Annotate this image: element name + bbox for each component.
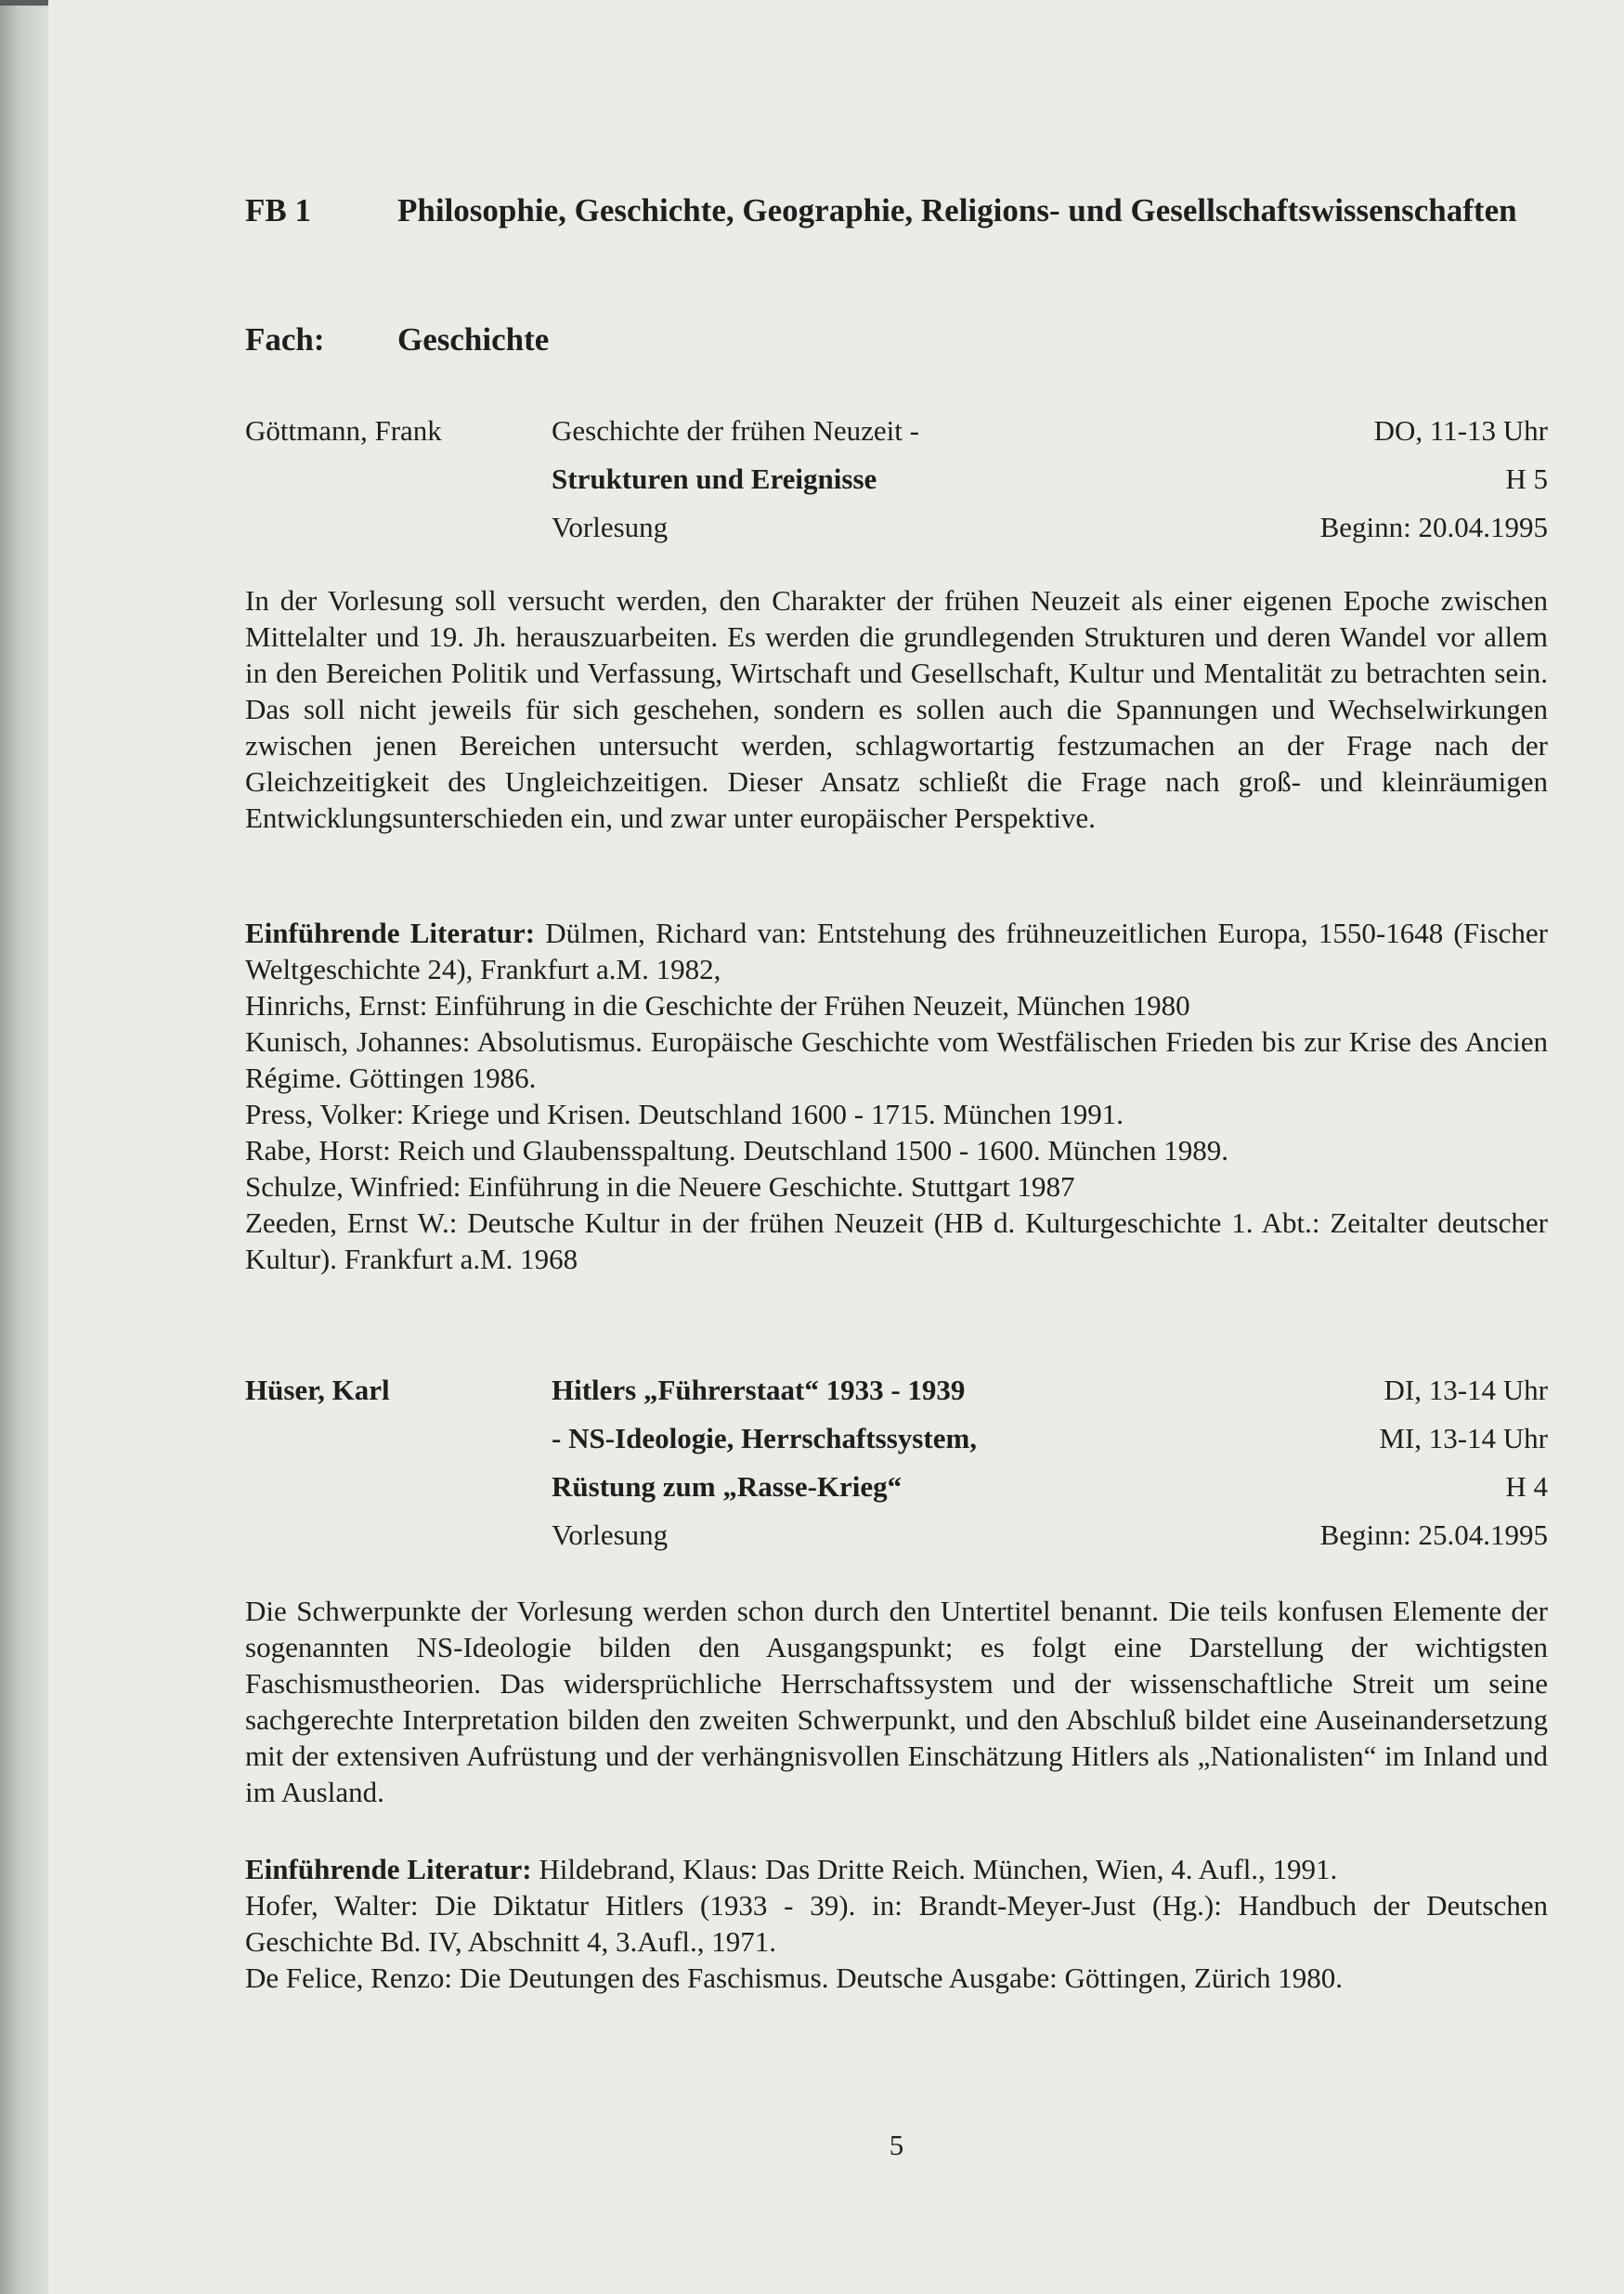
literature-item: De Felice, Renzo: Die Deutungen des Faschismus. Deutsche Ausgabe: Göttingen, Zürich 1980. [245, 1962, 1344, 1994]
course-description: In der Vorlesung soll versucht werden, den Charakter der frühen Neuzeit als einer eigenen Epoche zwischen Mittelalter und 19. Jh. herauszuarbeiten. Es werden die grundlegenden Strukturen und deren Wandel vor allem in den Bereichen Politik und Verfassung, Wirtschaft und Gesellschaft, Kultur und Mentalität zu betrachten sein. Das soll nicht jeweils für sich geschehen, sondern es sollen auch die Spannungen und Wechselwirkungen zwischen jenen Bereichen untersucht werden, schlagwortartig festzumachen an der Frage nach der Gleichzeitigkeit des Ungleichzeitigen. Dieser Ansatz schließt die Frage nach groß- und kleinräumigen Entwicklungsunterschieden ein, und zwar unter europäischer Perspektive. [245, 584, 1548, 834]
course-time: MI, 13-14 Uhr [1379, 1422, 1548, 1454]
section-code: FB 1 [245, 192, 311, 228]
literature-item: Hinrichs, Ernst: Einführung in die Geschichte der Frühen Neuzeit, München 1980 [245, 989, 1190, 1022]
course-description: Die Schwerpunkte der Vorlesung werden schon durch den Untertitel benannt. Die teils konfusen Elemente der sogenannten NS-Ideologie bilden den Ausgangspunkt; es folgt eine Darstellung der wichtigsten Faschismustheorien. Das widersprüchliche Herrschaftssystem und der wissenschaftliche Streit um seine sachgerechte Interpretation bilden den zweiten Schwerpunkt, und den Abschluß bildet eine Auseinandersetzung mit der extensiven Aufrüstung und der verhängnisvollen Einschätzung Hitlers als „Nationalisten“ im Inland und im Ausland. [245, 1595, 1548, 1808]
literature-item: Hildebrand, Klaus: Das Dritte Reich. München, Wien, 4. Aufl., 1991. [539, 1853, 1338, 1885]
course-header-line [245, 407, 1548, 455]
document-page [48, 0, 1624, 2294]
course-header-line [245, 1414, 1548, 1463]
literature-item: Dülmen, Richard van: Entstehung des frühneuzeitlichen Europa, 1550-1648 (Fischer Weltgeschichte 24), Frankfurt a.M. 1982, [245, 917, 1548, 985]
literature-item: Kunisch, Johannes: Absolutismus. Europäische Geschichte vom Westfälischen Frieden bis zur Krise des Ancien Régime. Göttingen 1986. [245, 1025, 1548, 1094]
literature-label: Einführende Literatur: [245, 1853, 532, 1885]
subject-label: Fach: [245, 321, 325, 358]
course-room: H 5 [1505, 463, 1548, 495]
literature-item: Press, Volker: Kriege und Krisen. Deutschland 1600 - 1715. München 1991. [245, 1098, 1124, 1130]
course-start-date: Beginn: 20.04.1995 [1319, 511, 1548, 543]
scan-shadow-edge [0, 0, 48, 2294]
lecturer-name: Göttmann, Frank [245, 414, 442, 447]
course-time: DI, 13-14 Uhr [1384, 1374, 1548, 1406]
literature-list [245, 915, 1548, 1277]
literature-item: Hofer, Walter: Die Diktatur Hitlers (1933 - 39). in: Brandt-Meyer-Just (Hg.): Handbuch der Deutschen Geschichte Bd. IV, Abschnitt 4, 3.Aufl., 1971. [245, 1889, 1548, 1958]
subject-value: Geschichte [397, 321, 550, 358]
course-time: DO, 11-13 Uhr [1373, 414, 1548, 447]
course-type: Vorlesung [552, 511, 669, 543]
course-title-line: - NS-Ideologie, Herrschaftssystem, [552, 1422, 978, 1454]
course-header-line [245, 455, 1548, 503]
literature-label: Einführende Literatur: [245, 917, 536, 949]
page-number: 5 [889, 2129, 904, 2161]
course-start-date: Beginn: 25.04.1995 [1319, 1518, 1548, 1551]
course-header-line [245, 1463, 1548, 1511]
course-header-line [245, 1511, 1548, 1559]
literature-item: Zeeden, Ernst W.: Deutsche Kultur in der frühen Neuzeit (HB d. Kulturgeschichte 1. Abt.: Zeitalter deutscher Kultur). Frankfurt a.M. 1968 [245, 1206, 1548, 1275]
course-header-line [245, 1366, 1548, 1414]
course-title-line: Geschichte der frühen Neuzeit - [552, 414, 919, 447]
course-title-line: Hitlers „Führerstaat“ 1933 - 1939 [552, 1374, 966, 1406]
course-title-line: Rüstung zum „Rasse-Krieg“ [552, 1470, 903, 1503]
literature-item: Schulze, Winfried: Einführung in die Neuere Geschichte. Stuttgart 1987 [245, 1170, 1075, 1203]
section-title: Philosophie, Geschichte, Geographie, Religions- und Gesellschaftswissenschaften [397, 192, 1517, 228]
course-header-line [245, 503, 1548, 552]
literature-item: Rabe, Horst: Reich und Glaubensspaltung. Deutschland 1500 - 1600. München 1989. [245, 1134, 1228, 1167]
lecturer-name: Hüser, Karl [245, 1374, 390, 1406]
course-title-line: Strukturen und Ereignisse [552, 463, 877, 495]
course-room: H 4 [1505, 1470, 1548, 1503]
literature-list [245, 1851, 1548, 1996]
course-type: Vorlesung [552, 1518, 669, 1551]
